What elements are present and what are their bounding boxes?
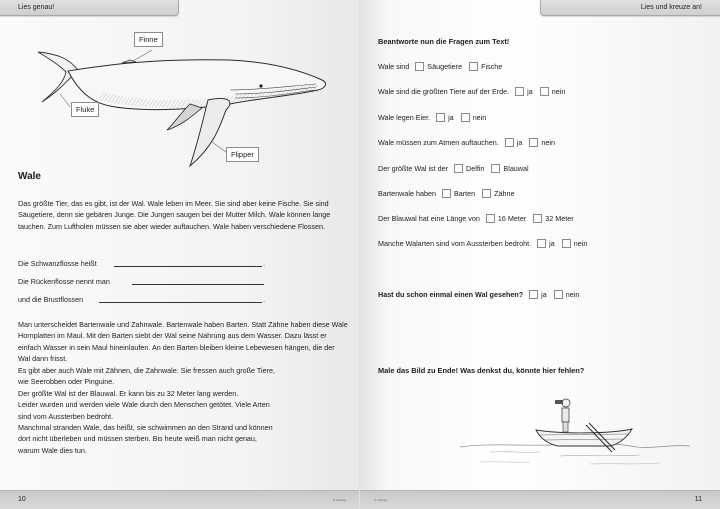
- boat-drawing-icon: [440, 380, 710, 490]
- option-fische[interactable]: [469, 62, 502, 71]
- question-text: Der Blauwal hat eine Länge von: [378, 213, 480, 223]
- option-ja[interactable]: [515, 87, 533, 96]
- option-label: Blauwal: [503, 163, 529, 173]
- answer-blank-rueckenflosse[interactable]: [132, 277, 264, 285]
- checkbox[interactable]: [469, 62, 478, 71]
- question-row: [378, 111, 493, 123]
- body-line: wie Seerobben oder Pinguine.: [18, 377, 115, 387]
- intro-paragraph: Das größte Tier, das es gibt, ist der Wal. Wale leben im Meer. Sie sind aber keine Fische. Sie sind Säugetiere, denn sie gebären Junge. Die Jungen saugen bei der Mutter Milch. Wale können lange tauchen. Zum Luftholen müssen sie aber wieder auftauchen. Wale haben verschiedene Flossen.: [18, 199, 331, 231]
- option-label: nein: [472, 112, 487, 122]
- body-line: Leider wurden und werden viele Wale durch den Menschen getötet. Viele Arten: [18, 400, 270, 410]
- checkbox[interactable]: [562, 239, 571, 248]
- option-32-meter[interactable]: [533, 214, 573, 223]
- page-number: 11: [694, 496, 702, 503]
- option-label: Zähne: [494, 188, 515, 198]
- question-text: Manche Walarten sind vom Aussterben bedroht.: [378, 238, 532, 248]
- checkbox[interactable]: [529, 138, 538, 147]
- question-text: Wale müssen zum Atmen auftauchen.: [378, 137, 499, 147]
- checkbox[interactable]: [454, 164, 463, 173]
- option-nein[interactable]: [461, 113, 487, 122]
- option-label: 32 Meter: [545, 213, 574, 223]
- question-row: [378, 60, 509, 72]
- checkbox[interactable]: [491, 164, 500, 173]
- question-row: [378, 136, 562, 148]
- body-line: Es gibt aber auch Wale mit Zähnen, die Zahnwale. Sie fressen auch große Tiere,: [18, 366, 276, 375]
- body-line: sind vom Aussterben bedroht.: [18, 411, 114, 421]
- option-nein[interactable]: [562, 239, 588, 248]
- option-nein[interactable]: [529, 138, 555, 147]
- questions-heading: Beantworte nun die Fragen zum Text!: [378, 37, 510, 46]
- checkbox[interactable]: [529, 290, 538, 299]
- option-barten[interactable]: [442, 189, 475, 198]
- body-lines: [18, 365, 348, 456]
- checkbox[interactable]: [482, 189, 491, 198]
- checkbox[interactable]: [537, 239, 546, 248]
- copyright-notice: © Verlag: [332, 498, 346, 502]
- header-tab-lies-und-kreuze-an: Lies und kreuze an!: [540, 0, 720, 16]
- page-number: 10: [18, 496, 26, 503]
- option-ja[interactable]: [505, 138, 523, 147]
- question-row: [378, 162, 536, 174]
- option-label: Barten: [453, 188, 476, 198]
- option-label: Fische: [481, 61, 503, 71]
- option-label: nein: [565, 289, 580, 299]
- personal-question-row: [378, 288, 586, 300]
- label-fluke: Fluke: [71, 102, 99, 117]
- page-title: Wale: [18, 171, 41, 182]
- answer-blank-schwanzflosse[interactable]: [114, 259, 262, 267]
- option-label: nein: [541, 137, 555, 147]
- checkbox[interactable]: [442, 189, 451, 198]
- option-label: Säugetiere: [427, 61, 463, 71]
- question-row: [378, 212, 581, 224]
- checkbox[interactable]: [554, 290, 563, 299]
- answer-blank-brustflossen[interactable]: [99, 295, 262, 303]
- option-label: nein: [551, 86, 566, 96]
- option-nein[interactable]: [540, 87, 566, 96]
- question-row: [378, 187, 522, 199]
- question-text: Wale sind: [378, 61, 410, 71]
- option-label: ja: [516, 137, 523, 147]
- fill-in-end: .: [263, 259, 265, 268]
- copyright-notice: © Verlag: [374, 498, 388, 502]
- option-nein[interactable]: [554, 290, 580, 299]
- checkbox[interactable]: [540, 87, 549, 96]
- option-ja[interactable]: [529, 290, 547, 299]
- question-row: [378, 237, 594, 249]
- question-text: Hast du schon einmal einen Wal gesehen?: [378, 289, 524, 299]
- option-label: ja: [541, 289, 547, 299]
- body-line: Manchmal stranden Wale, das heißt, sie schwimmen an den Strand und können: [18, 423, 273, 433]
- option-saeugetiere[interactable]: [415, 62, 462, 71]
- right-page: [360, 0, 720, 509]
- option-label: ja: [549, 238, 555, 248]
- body-line: warum Wale dies tun.: [18, 445, 87, 455]
- label-finne: Finne: [134, 32, 163, 47]
- fill-in-prompt: und die Brustflossen: [18, 295, 84, 304]
- option-16-meter[interactable]: [486, 214, 526, 223]
- question-row: [378, 85, 572, 97]
- option-blauwal[interactable]: [491, 164, 528, 173]
- option-label: nein: [573, 238, 588, 248]
- option-label: ja: [527, 86, 533, 96]
- question-text: Bartenwale haben: [378, 188, 436, 198]
- fill-in-end: .: [263, 295, 265, 304]
- label-flipper: Flipper: [226, 147, 259, 162]
- boat-with-person-illustration[interactable]: [440, 380, 710, 490]
- checkbox[interactable]: [415, 62, 424, 71]
- checkbox[interactable]: [515, 87, 524, 96]
- fill-in-row-brustflossen: [18, 295, 83, 304]
- fill-in-row-schwanzflosse: [18, 259, 97, 268]
- checkbox[interactable]: [436, 113, 445, 122]
- option-ja[interactable]: [436, 113, 454, 122]
- question-text: Wale sind die größten Tiere auf der Erde.: [378, 86, 510, 96]
- drawing-prompt: Male das Bild zu Ende! Was denkst du, könnte hier fehlen?: [378, 366, 585, 375]
- body-paragraph: Man unterscheidet Bartenwale und Zahnwale. Bartenwale haben Barten. Statt Zähne haben diese Wale Hornplatten im Maul. Mit den Barten siebt der Wal seine Nahrung aus dem Wasser. Dazu lässt er einfach Wasser in sein Maul hineinlaufen. An den Barten bleiben kleine Lebewesen hängen, die der Wal dann frisst.: [18, 320, 348, 364]
- body-line: dort nicht überleben und müssen sterben. Bis heute weiß man nicht genau,: [18, 434, 257, 444]
- fill-in-row-rueckenflosse: [18, 277, 110, 286]
- option-label: ja: [448, 112, 454, 122]
- checkbox[interactable]: [533, 214, 542, 223]
- question-text: Wale legen Eier.: [378, 112, 431, 122]
- fill-in-prompt: Die Rückenflosse nennt man: [18, 277, 110, 286]
- question-text: Der größte Wal ist der: [378, 163, 449, 173]
- page-footer: [360, 490, 720, 509]
- option-label: 16 Meter: [497, 213, 527, 223]
- fill-in-prompt: Die Schwanzflosse heißt: [18, 259, 97, 268]
- option-zaehne[interactable]: [482, 189, 514, 198]
- checkbox[interactable]: [461, 113, 470, 122]
- page-footer: [0, 490, 360, 509]
- option-label: Delfin: [466, 163, 485, 173]
- option-delfin[interactable]: [454, 164, 484, 173]
- header-tab-lies-genau: Lies genau!: [0, 0, 179, 16]
- whale-drawing-icon: [30, 30, 340, 170]
- body-line: Der größte Wal ist der Blauwal. Er kann bis zu 32 Meter lang werden.: [18, 388, 239, 398]
- checkbox[interactable]: [505, 138, 514, 147]
- whale-illustration: [30, 30, 340, 170]
- option-ja[interactable]: [537, 239, 555, 248]
- checkbox[interactable]: [486, 214, 495, 223]
